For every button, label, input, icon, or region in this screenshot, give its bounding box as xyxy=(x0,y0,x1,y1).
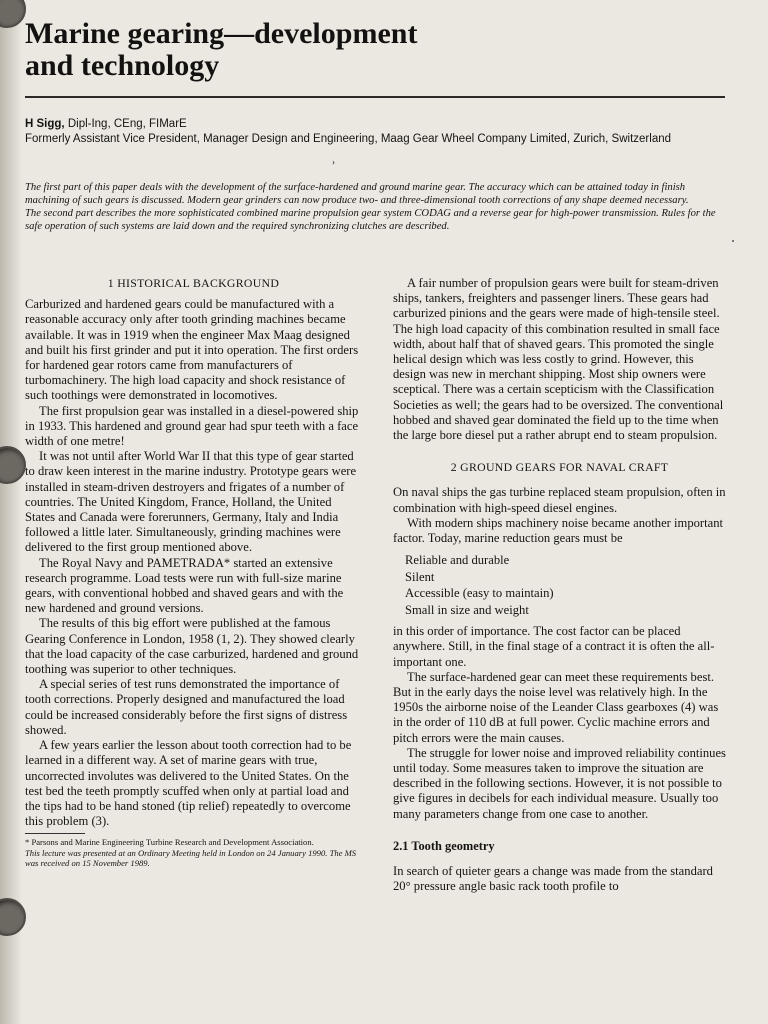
scan-blemish xyxy=(732,240,734,242)
footnote-rule xyxy=(25,833,85,834)
requirements-list xyxy=(405,552,726,618)
scan-mark: › xyxy=(332,157,335,167)
body-paragraph: On naval ships the gas turbine replaced steam propulsion, often in combination with high-speed diesel engines. xyxy=(393,485,726,515)
body-paragraph: A few years earlier the lesson about tooth correction had to be learned in a different way. A set of marine gears with true, uncorrected involutes was delivered to the United States. On the test bed the teeth promptly scuffed when only at partial load and the tips had to be hand stoned (tip relief) repeatedly to overcome this problem (3). xyxy=(25,738,352,829)
lecture-note: This lecture was presented at an Ordinary Meeting held in London on 24 January 1990. The MS was received on 15 November 1989. xyxy=(25,847,357,869)
right-column xyxy=(393,276,726,895)
title-line-1: Marine gearing—development xyxy=(25,17,418,50)
list-item: Small in size and weight xyxy=(405,602,529,617)
author-block xyxy=(25,117,725,147)
subsection-heading: 2.1 Tooth geometry xyxy=(393,838,495,853)
list-item: Reliable and durable xyxy=(405,553,510,568)
footnote: * Parsons and Marine Engineering Turbine Research and Development Association. xyxy=(25,837,314,848)
body-paragraph: The first propulsion gear was installed in a diesel-powered ship in 1933. This hardened and ground gear had spur teeth with a face width of one metre! xyxy=(25,403,359,449)
section-heading: 2 GROUND GEARS FOR NAVAL CRAFT xyxy=(450,460,669,475)
body-paragraph: The struggle for lower noise and improved reliability continues until today. Some measures taken to improve the situation are described in the following sections. However, it is not possible to give figures in decibels for each individual measure. Usually too many parameters change from one case to another. xyxy=(393,745,726,821)
body-paragraph: With modern ships machinery noise became another important factor. Today, marine reduction gears must be xyxy=(393,515,723,546)
body-paragraph: In search of quieter gears a change was made from the standard 20° pressure angle basic rack tooth profile to xyxy=(393,864,713,894)
author-qualifications: Dipl-Ing, CEng, FIMarE xyxy=(67,118,187,130)
body-paragraph: It was not until after World War II that this type of gear started to draw keen interest in the marine industry. Prototype gears were installed in steam-driven destroyers and frigates of a number of countries. The United Kingdom, France, Holland, the United States and Canada were forerunners, Germany, Italy and India followed a little later. Simultaneously, grinding machines were delivered to the first group mentioned above. xyxy=(25,449,357,555)
punch-hole xyxy=(0,446,26,484)
body-paragraph: A fair number of propulsion gears were built for steam-driven ships, tankers, freighters and passenger liners. These gears had carburized pinions and the gears were made of high-tensile steel. The high load capacity of this combination resulted in small face width, about half that of shaved gears. This promoted the single helical design which was less costly to grind. However, this design was new in merchant shipping. Most ship owners were sceptical. There was a certain scepticism with the Classification Societies as well; the gears had to be oversized. The conventional hobbed and shaved gear dominated the field up to the time when the large bore diesel put a rather abrupt end to steam propulsion. xyxy=(393,276,724,443)
left-column xyxy=(25,276,362,869)
title-rule xyxy=(25,96,725,98)
body-paragraph: The surface-hardened gear can meet these requirements best. But in the early days the noise level was relatively high. In the 1950s the airborne noise of the Leander Class gearboxes (4) was in the order of 110 dB at full power. Cyclic machine errors and pitch errors were the main causes. xyxy=(393,669,719,745)
title-line-2: and technology xyxy=(25,49,220,82)
punch-hole xyxy=(0,0,26,28)
body-paragraph: The Royal Navy and PAMETRADA* started an extensive research programme. Load tests were run with full-size marine gears, with conventional hobbed and shaved gears and with the new hardened and ground versions. xyxy=(25,555,344,616)
body-paragraph: A special series of test runs demonstrated the importance of tooth corrections. Properly designed and manufactured the load could be increased considerably before the first signs of distress showed. xyxy=(25,677,348,737)
abstract xyxy=(25,181,727,233)
list-item: Silent xyxy=(405,569,435,584)
list-item: Accessible (easy to maintain) xyxy=(405,586,554,601)
paper-title xyxy=(25,18,417,82)
abstract-paragraph: The second part describes the more sophisticated combined marine propulsion gear system CODAG and a reverse gear for high-power transmission. Rules for the safe operation of such systems are laid down and the required synchronizing clutches are described. xyxy=(25,208,716,232)
body-paragraph: in this order of importance. The cost factor can be placed anywhere. Still, in the final stage of a contract it is often the all-important one. xyxy=(393,624,715,669)
abstract-paragraph: The first part of this paper deals with the development of the surface-hardened and ground marine gear. The accuracy which can be attained today in finish machining of such gears is discussed. Modern gear grinders can now produce two- and three-dimensional tooth corrections of any shape deemed necessary. xyxy=(25,182,689,206)
body-paragraph: The results of this big effort were published at the famous Gearing Conference in London, 1958 (1, 2). They showed clearly that the load capacity of the case carburized, hardened and ground toothing was superior to other techniques. xyxy=(25,616,359,677)
punch-hole xyxy=(0,898,26,936)
author-name: H Sigg, xyxy=(25,118,65,130)
author-affiliation: Formerly Assistant Vice President, Manager Design and Engineering, Maag Gear Wheel Company Limited, Zurich, Switzerland xyxy=(25,133,672,145)
section-heading: 1 HISTORICAL BACKGROUND xyxy=(107,276,280,290)
body-paragraph: Carburized and hardened gears could be manufactured with a reasonable accuracy only after tooth grinding machines became available. It was in 1919 when the engineer Max Maag designed and built his first grinder and put it into operation. The first orders for hardened gear rotors came from manufacturers of turbomachinery. The high load capacity and shock resistance of such toothings were demonstrated in locomotives. xyxy=(25,297,359,403)
scan-edge-shadow xyxy=(0,0,22,1024)
